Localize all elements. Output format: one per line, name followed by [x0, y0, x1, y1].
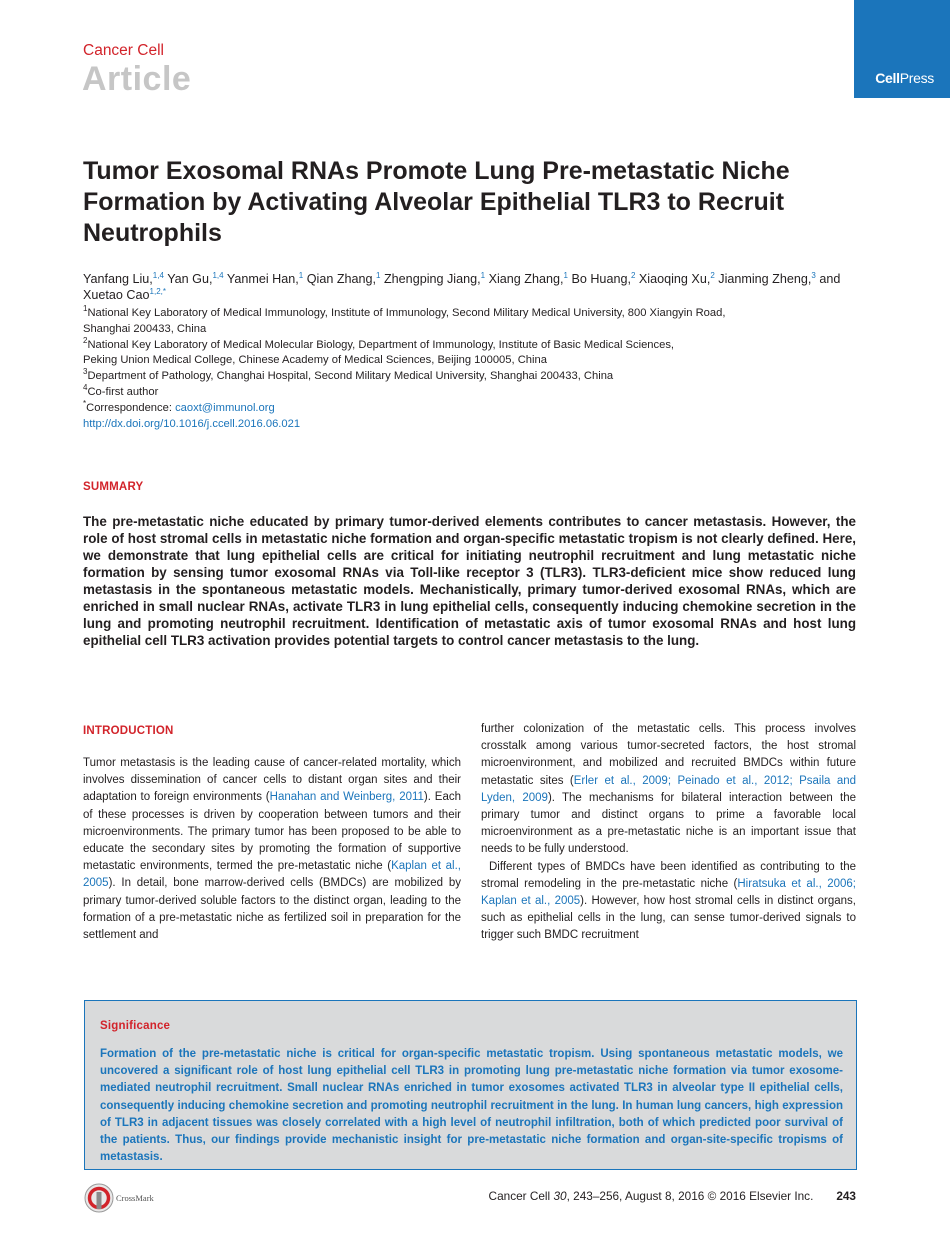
introduction-right-column — [481, 721, 856, 945]
author-affiliation-mark[interactable]: 2 — [710, 271, 715, 280]
affiliation-line — [83, 382, 863, 401]
affiliation-line — [83, 335, 863, 354]
author-affiliation-mark[interactable]: 1,4 — [212, 271, 224, 280]
author-affiliation-mark[interactable]: 3 — [811, 271, 816, 280]
author-name: Yanfang Liu, — [83, 272, 153, 286]
journal-name: Cancer Cell — [83, 42, 164, 59]
affiliation-text: Co-first author — [87, 385, 159, 398]
correspondence: *Correspondence: caoxt@immunol.org — [83, 398, 275, 414]
affiliation-text: National Key Laboratory of Medical Immunology, Institute of Immunology, Second Military Medical University, 800 Xiangyin Road, — [87, 307, 726, 319]
affiliation-mark: 3 — [83, 367, 88, 377]
author-affiliation-mark[interactable]: 2 — [630, 271, 636, 280]
correspondence-email-link[interactable]: caoxt@immunol.org — [175, 401, 275, 414]
author-affiliation-mark[interactable]: 1 — [480, 271, 486, 280]
citation-link[interactable]: Hiratsuka et al., 2006; Kaplan et al., 2005 — [481, 877, 856, 908]
author-list — [83, 271, 853, 303]
affiliation-line — [83, 306, 863, 322]
affiliation-line — [83, 369, 863, 385]
affiliation-mark: 2 — [83, 335, 88, 345]
author-name: Xiaoqing Xu, — [638, 272, 711, 286]
article-type: Article — [82, 60, 192, 98]
author-affiliation-mark[interactable]: 1 — [298, 271, 304, 280]
author-name: Zhengping Jiang, — [383, 272, 481, 286]
author-affiliation-mark[interactable]: 1 — [376, 271, 381, 280]
introduction-left-column — [83, 755, 461, 944]
intro-paragraph: Tumor metastasis is the leading cause of cancer-related mortality, which involves dissemination of cancer cells to distant organ sites and their adaptation to foreign environments (Hanahan and Weinberg, 2011). Each of these processes is driven by cooperation between tumors and their microenvironments. The primary tumor has been proposed to be able to educate the secondary sites by promoting the formation of supportive metastatic environments, termed the pre-metastatic niche (Kaplan et al., 2005). In detail, bone marrow-derived cells (BMDCs) are mobilized by primary tumor-derived soluble factors to the distinct organ, leading to the formation of a pre-metastatic niche as fertilized soil in preparation for the settlement and — [83, 757, 461, 942]
affiliation-text: Peking Union Medical College, Chinese Academy of Medical Sciences, Beijing 100005, China — [83, 354, 547, 367]
introduction-heading: INTRODUCTION — [83, 725, 174, 737]
affiliation-mark: 4 — [83, 382, 88, 392]
cellpress-logo-box — [854, 0, 950, 98]
author-name: Xiang Zhang, — [488, 272, 564, 286]
author-affiliation-mark[interactable]: 1,2,* — [149, 287, 166, 296]
summary-heading: SUMMARY — [83, 481, 144, 493]
affiliation-line — [83, 353, 863, 369]
author-name: Yan Gu, — [167, 272, 213, 286]
significance-heading: Significance — [100, 1020, 171, 1032]
author-name: Qian Zhang, — [306, 272, 377, 286]
author-affiliation-mark[interactable]: 1 — [563, 271, 568, 280]
affiliations — [83, 306, 863, 432]
citation-link[interactable]: Hanahan and Weinberg, 2011 — [269, 791, 424, 804]
affiliation-text: Department of Pathology, Changhai Hospital, Second Military Medical University, Shanghai 200433, China — [87, 370, 614, 383]
page-number: 243 — [836, 1189, 856, 1203]
citation-link[interactable]: Kaplan et al., 2005 — [83, 860, 461, 890]
author-name: Jianming Zheng, — [718, 272, 812, 286]
crossmark-icon[interactable] — [84, 1183, 114, 1213]
intro-paragraph: Different types of BMDCs have been identified as contributing to the stromal remodeling in the pre-metastatic niche (Hiratsuka et al., 2006; Kaplan et al., 2005). However, how host stromal cells in distinct organs, such as epithelial cells in the lung, can sense tumor-derived signals to trigger such BMDC recruitment — [481, 860, 856, 942]
author-name: Yanmei Han, — [226, 272, 299, 286]
affiliation-line — [83, 322, 863, 338]
author-name: Bo Huang, — [571, 272, 631, 286]
footer-citation: Cancer Cell 30, 243–256, August 8, 2016 © 2016 Elsevier Inc. 243 — [488, 1189, 856, 1203]
crossmark-label: CrossMark — [116, 1193, 154, 1203]
affiliation-mark: 1 — [83, 304, 88, 313]
cellpress-logo: CellPress — [875, 70, 934, 86]
article-title: Tumor Exosomal RNAs Promote Lung Pre-metastatic Niche Formation by Activating Alveolar Epithelial TLR3 to Recruit Neutrophils — [83, 157, 790, 247]
summary-text: The pre-metastatic niche educated by primary tumor-derived elements contributes to cancer metastasis. However, the role of host stromal cells in metastatic niche formation and organ-specific metastatic tropism is not clearly defined. Here, we demonstrate that lung epithelial cells are critical for initiating neutrophil recruitment and lung metastatic niche formation by sensing tumor exosomal RNAs via Toll-like receptor 3 (TLR3). TLR3-deficient mice show reduced lung metastasis in the spontaneous metastatic models. Mechanistically, primary tumor-derived exosomal RNAs, which are enriched in small nuclear RNAs, activate TLR3 in lung epithelial cells, consequently inducing chemokine secretion in the lung and promoting neutrophil recruitment. Identification of metastatic axis of tumor exosomal RNAs and host lung epithelial cell TLR3 activation provides potential targets to control cancer metastasis to the lung. — [83, 514, 856, 648]
affiliation-text: Shanghai 200433, China — [83, 322, 207, 335]
significance-text: Formation of the pre-metastatic niche is critical for organ-specific metastatic tropism. Using spontaneous metastatic models, we uncovered a significant role of host lung epithelial cell TLR3 in promoting lung pre-metastatic niche formation via tumor exosome-mediated neutrophil recruitment. Small nuclear RNAs enriched in tumor exosomes activated TLR3 in alveolar type II epithelial cells, consequently inducing chemokine secretion and promoting neutrophil recruitment in the lung. In human lung cancers, high expression of TLR3 in adjacent tissues was closely correlated with a high level of neutrophil infiltration, both of which predicted poor survival of the patients. Thus, our findings provide mechanistic insight for pre-metastatic niche formation and organ-site-specific tropisms of metastasis. — [100, 1048, 843, 1164]
author-name: and Xuetao Cao — [83, 272, 841, 302]
significance-box — [84, 1000, 857, 1170]
intro-paragraph: further colonization of the metastatic cells. This process involves crosstalk among various tumor-secreted factors, the host stromal microenvironment, and mobilized and recruited BMDCs within future metastatic sites (Erler et al., 2009; Peinado et al., 2012; Psaila and Lyden, 2009). The mechanisms for bilateral interaction between the primary tumor and distinct organs to prime a favorable local microenvironment as a pre-metastatic niche is an important issue that needs to be fully understood. — [481, 723, 857, 856]
doi-link[interactable]: http://dx.doi.org/10.1016/j.ccell.2016.06.021 — [83, 417, 301, 430]
author-affiliation-mark[interactable]: 1,4 — [152, 271, 164, 280]
citation-link[interactable]: Erler et al., 2009; Peinado et al., 2012; Psaila and Lyden, 2009 — [481, 774, 857, 804]
affiliation-text: National Key Laboratory of Medical Molecular Biology, Department of Immunology, Institute of Basic Medical Sciences, — [87, 338, 675, 351]
